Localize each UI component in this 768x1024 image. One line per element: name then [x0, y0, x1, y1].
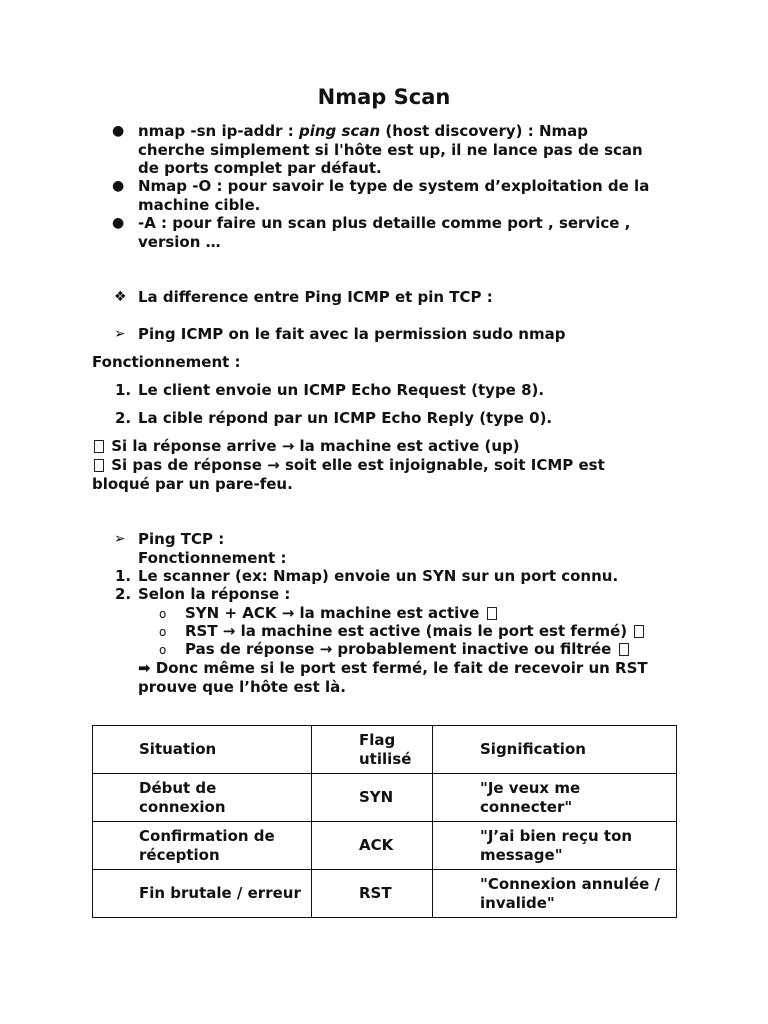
option-a-line1: -A : pour faire un scan plus detaille comme port , service , [138, 214, 631, 232]
tcp-step-1: Le scanner (ex: Nmap) envoie un SYN sur un port connu. [138, 567, 619, 585]
checkbox-glyph-icon [487, 607, 497, 620]
tcp-conclusion [138, 659, 698, 696]
option-sn-em: ping scan [299, 122, 381, 140]
option-sn-desc2: cherche simplement si l'hôte est up, il ne lance pas de scan [138, 140, 643, 159]
bullet-icon: ● [112, 178, 125, 194]
step-number: 1. [115, 567, 132, 585]
tcp-sub-3-text: Pas de réponse → probablement inactive ou filtrée [185, 640, 617, 658]
arrow-bullet-icon: ➢ [114, 531, 126, 547]
tcp-conclusion-line2: prouve que l’hôte est là. [138, 677, 346, 696]
bullet-icon: ● [112, 123, 125, 139]
table-header-cell: Signification [433, 726, 677, 774]
bullet-icon: ● [112, 215, 125, 231]
tcp-step-2: Selon la réponse : [138, 585, 291, 603]
option-a [138, 214, 698, 251]
checkbox-glyph-icon [94, 440, 104, 453]
table-cell: ACK [312, 822, 433, 870]
option-sn [138, 122, 698, 178]
tcp-conclusion-line1: ➡ Donc même si le port est fermé, le fait de recevoir un RST [138, 659, 648, 677]
tcp-flags-table [92, 725, 677, 918]
checkbox-glyph-icon [619, 643, 629, 656]
table-row [93, 870, 677, 918]
option-sn-cmd: nmap -sn ip-addr : [138, 122, 299, 140]
tcp-sub-3 [185, 640, 685, 659]
icmp-step-2: La cible répond par un ICMP Echo Reply (type 0). [138, 409, 553, 427]
page-title: Nmap Scan [317, 85, 451, 109]
tcp-sub-2-text: RST → la machine est active (mais le port est fermé) [185, 622, 633, 640]
option-sn-desc3: de ports complet par défaut. [138, 159, 382, 177]
checkbox-glyph-icon [94, 459, 104, 472]
arrow-bullet-icon: ➢ [114, 326, 126, 342]
step-number: 2. [115, 409, 132, 427]
circle-bullet-icon: o [159, 607, 167, 621]
icmp-result-down-text2: bloqué par un pare-feu. [92, 474, 293, 493]
table-row [93, 822, 677, 870]
icmp-step-1: Le client envoie un ICMP Echo Request (type 8). [138, 381, 545, 399]
table-header-row [93, 726, 677, 774]
step-number: 2. [115, 585, 132, 603]
table-header-cell: Situation [93, 726, 312, 774]
table-row [93, 774, 677, 822]
checkbox-glyph-icon [634, 625, 644, 638]
difference-heading: La difference entre Ping ICMP et pin TCP : [138, 288, 493, 306]
diamond-bullet-icon: ❖ [114, 289, 127, 305]
table-cell: Confirmation de réception [93, 822, 312, 870]
option-o-line2: machine cible. [138, 195, 261, 214]
option-sn-desc1: (host discovery) : Nmap [380, 122, 588, 140]
tcp-heading: Ping TCP : [138, 530, 225, 548]
tcp-sub-1 [185, 604, 685, 623]
icmp-result-down-text1: Si pas de réponse → soit elle est injoignable, soit ICMP est [106, 456, 605, 474]
icmp-result-up [92, 437, 682, 456]
tcp-sub-1-text: SYN + ACK → la machine est active [185, 604, 485, 622]
circle-bullet-icon: o [159, 625, 167, 639]
table-cell: RST [312, 870, 433, 918]
table-cell: Début de connexion [93, 774, 312, 822]
table-cell: SYN [312, 774, 433, 822]
tcp-fonctionnement-label: Fonctionnement : [138, 549, 287, 567]
icmp-heading: Ping ICMP on le fait avec la permission sudo nmap [138, 325, 566, 343]
option-o [138, 177, 698, 214]
table-cell: "Connexion annulée / invalide" [433, 870, 677, 918]
table-header-cell: Flag utilisé [312, 726, 433, 774]
table-cell: "J’ai bien reçu ton message" [433, 822, 677, 870]
icmp-result-up-text: Si la réponse arrive → la machine est active (up) [106, 437, 520, 455]
circle-bullet-icon: o [159, 643, 167, 657]
table-cell: "Je veux me connecter" [433, 774, 677, 822]
icmp-result-down [92, 456, 682, 493]
tcp-sub-2 [185, 622, 685, 641]
option-o-line1: Nmap -O : pour savoir le type de system d’exploitation de la [138, 177, 650, 195]
step-number: 1. [115, 381, 132, 399]
table-cell: Fin brutale / erreur [93, 870, 312, 918]
option-a-line2: version … [138, 232, 221, 251]
icmp-fonctionnement-label: Fonctionnement : [92, 353, 241, 371]
